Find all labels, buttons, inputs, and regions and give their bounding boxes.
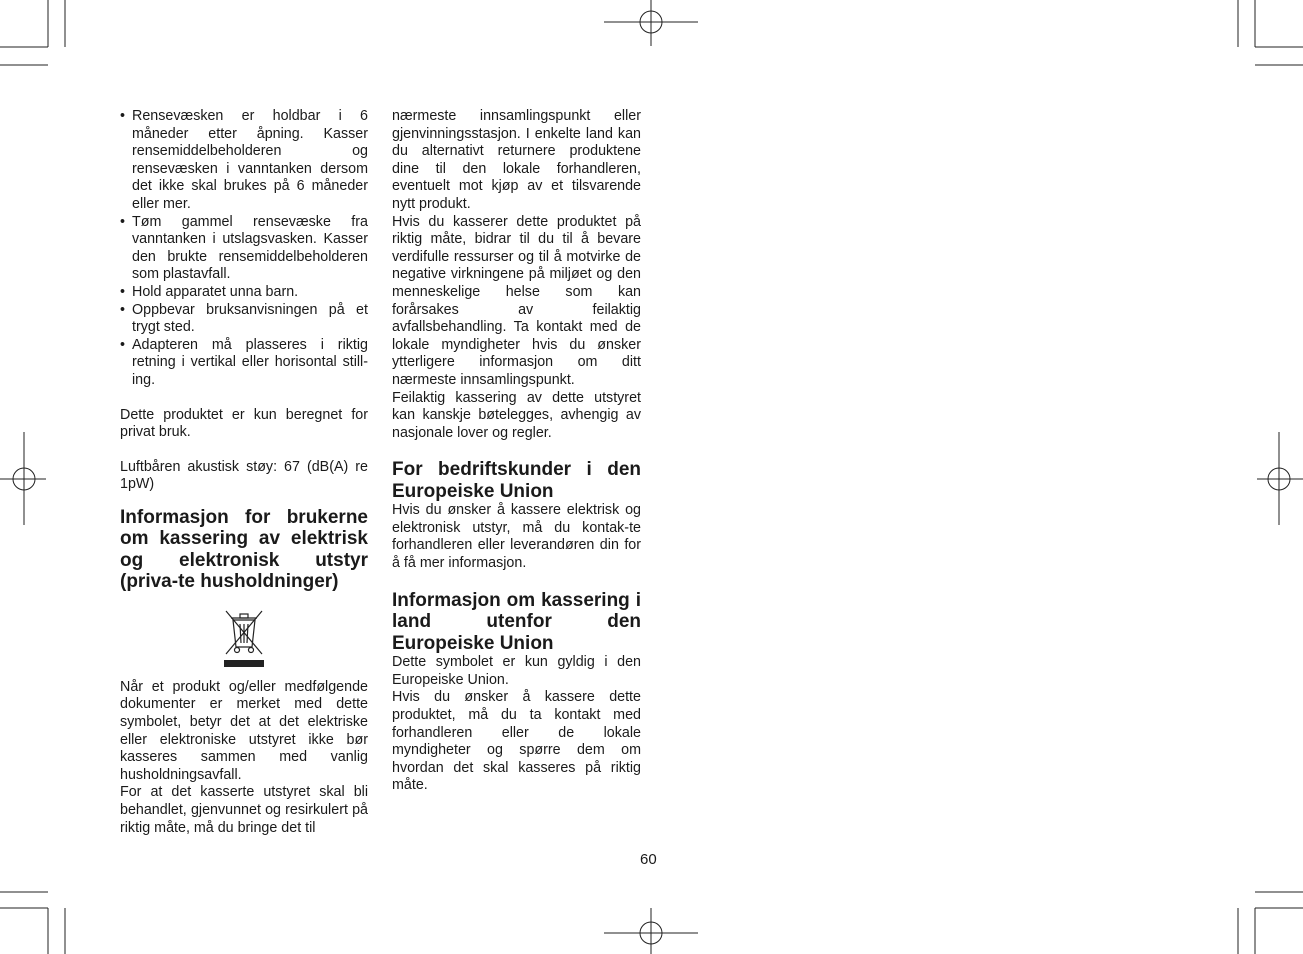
list-item: • Tøm gammel rensevæske fra vanntanken i utslagsvasken. Kasser den brukte rensemiddelbeholderen som plastavfall. — [120, 214, 368, 284]
list-item: • Adapteren må plasseres i riktig retning i vertikal eller horisontal still-ing. — [120, 337, 368, 390]
registration-mark-left — [0, 432, 46, 525]
registration-mark-right — [1257, 432, 1303, 525]
outside-eu-paragraph: Hvis du ønsker å kassere dette produktet, må du ta kontakt med forhandleren eller de lokale myndigheter og spørre dem om hvordan det skal kasseres på riktig måte. — [392, 689, 641, 794]
crossed-out-wheelie-bin-icon — [221, 607, 267, 669]
right-column — [392, 108, 641, 795]
page-number: 60 — [640, 851, 657, 868]
collection-paragraph: nærmeste innsamlingspunkt eller gjenvinningsstasjon. I enkelte land kan du alternativt returnere produktene dine til den lokale forhandleren, eventuelt mot kjøp av et tilsvarende nytt produkt. — [392, 108, 641, 212]
registration-mark-top — [604, 0, 698, 46]
outside-eu-paragraph: Dette symbolet er kun gyldig i den Europeiske Union. — [392, 654, 641, 688]
registration-mark-bottom — [604, 908, 698, 954]
disposal-heading: Informasjon for brukerne om kassering av elektrisk og elektronisk utstyr (priva-te husholdninger) — [120, 506, 368, 593]
disposal-paragraph: For at det kasserte utstyret skal bli behandlet, gjenvunnet og resirkulert på riktig måte, må du bringe det til — [120, 784, 368, 836]
care-instructions-list — [120, 108, 368, 390]
environment-paragraph: Hvis du kasserer dette produktet på riktig måte, bidrar til du til å bevare verdifulle ressurser og til å motvirke de negative virkningene på miljøet og den menneskelige helse som kan forårsakes av feilaktig avfallsbehandling. Ta kontakt med de lokale myndigheter hvis du ønsker ytterligere informasjon om ditt nærmeste innsamlingspunkt. — [392, 213, 641, 388]
list-item: • Rensevæsken er holdbar i 6 måneder etter åpning. Kasser rensemiddelbeholderen og rensevæsken i vanntanken dersom det ikke skal brukes på 6 måneder eller mer. — [120, 108, 368, 214]
business-heading: For bedriftskunder i den Europeiske Union — [392, 459, 641, 502]
penalty-paragraph: Feilaktig kassering av dette utstyret kan kanskje bøtelegges, avhengig av nasjonale lover og regler. — [392, 389, 641, 441]
disposal-paragraph: Når et produkt og/eller medfølgende dokumenter er merket med dette symbolet, betyr det at det elektriske eller elektroniske utstyret ikke bør kasseres sammen med vanlig husholdningsavfall. — [120, 678, 368, 783]
outside-eu-heading: Informasjon om kassering i land utenfor den Europeiske Union — [392, 589, 641, 654]
weee-symbol — [120, 607, 368, 669]
left-column — [120, 108, 368, 837]
list-item: • Hold apparatet unna barn. — [120, 284, 368, 302]
private-use-note: Dette produktet er kun beregnet for privat bruk. — [120, 406, 368, 441]
list-item: • Oppbevar bruksanvisningen på et trygt sted. — [120, 302, 368, 337]
business-paragraph: Hvis du ønsker å kassere elektrisk og elektronisk utstyr, må du kontak-te forhandleren eller leverandøren din for å få mer informasjon. — [392, 502, 641, 572]
noise-spec: Luftbåren akustisk støy: 67 (dB(A) re 1pW) — [120, 458, 368, 493]
